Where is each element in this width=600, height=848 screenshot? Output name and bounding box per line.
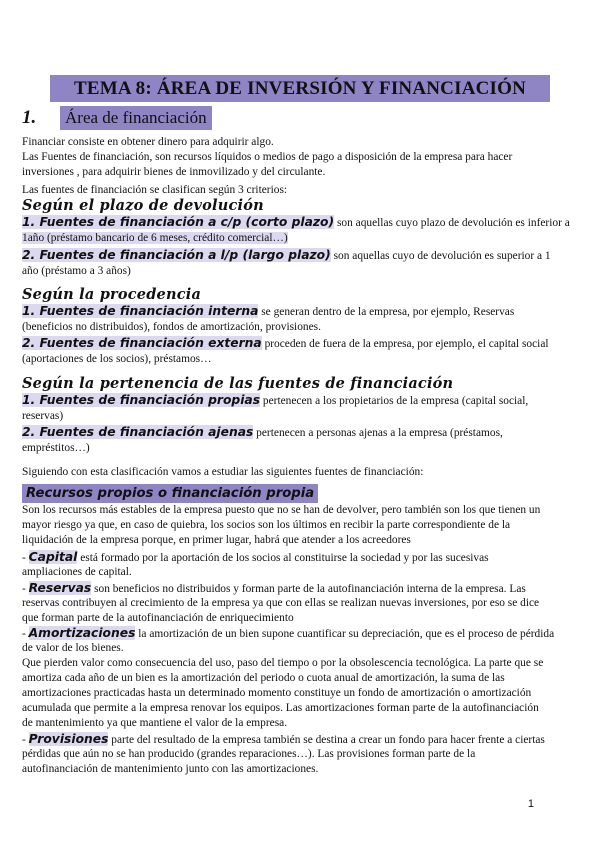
- plazo-item-1-cont: [22, 231, 578, 246]
- plazo-item-1-term: 1. Fuentes de financiación a c/p (corto plazo): [22, 215, 335, 229]
- provisiones-item: [22, 732, 578, 748]
- bullet-dash: -: [22, 628, 29, 640]
- provisiones-term: Provisiones: [28, 732, 109, 746]
- recursos-para: Son los recursos más estables de la empresa puesto que no se han de devolver, pero también son los que tienen un: [22, 504, 541, 516]
- amortizaciones-cont: amortiza cada año de un bien es la amortización del periodo o cuota anual de amortización, la suma de las: [22, 672, 505, 684]
- criterion-heading-procedencia: Según la procedencia: [22, 286, 202, 303]
- provisiones-cont: pérdidas que aún no se han producido (grandes reparaciones…). Las provisiones forman parte de la: [22, 748, 476, 760]
- plazo-item-2: [22, 248, 578, 264]
- procedencia-item-1: [22, 304, 578, 320]
- intro-line: inversiones , para adquirir bienes de inmovilizado y del circulante.: [22, 166, 326, 178]
- section-number: 1.: [22, 107, 37, 128]
- amortizaciones-term: Amortizaciones: [28, 626, 136, 640]
- section-heading: [22, 106, 212, 130]
- intro-line: Las fuentes de financiación se clasifican según 3 criterios:: [22, 184, 288, 196]
- reservas-item: [22, 581, 578, 597]
- pertenencia-item-1-cont: reservas): [22, 410, 64, 422]
- pertenencia-item-1-text: pertenecen a los propietarios de la empresa (capital social,: [260, 395, 529, 407]
- procedencia-item-1-text: se generan dentro de la empresa, por ejemplo, Reservas: [258, 306, 515, 318]
- bullet-dash: -: [22, 734, 29, 746]
- plazo-item-1-text: son aquellas cuyo plazo de devolución es inferior a: [334, 217, 570, 229]
- capital-item: [22, 550, 578, 566]
- pertenencia-item-2-term: 2. Fuentes de financiación ajenas: [22, 425, 254, 439]
- pertenencia-item-2: [22, 425, 578, 441]
- intro-line: Financiar consiste en obtener dinero para adquirir algo.: [22, 136, 274, 148]
- page-number: 1: [527, 798, 534, 810]
- recursos-para: liquidación de la empresa porque, en primer lugar, habrá que atender a los acreedores: [22, 534, 411, 546]
- plazo-item-1-text2: 1año (préstamo bancario de 6 meses, crédito comercial…): [22, 232, 288, 244]
- plazo-item-2-cont: año (préstamo a 3 años): [22, 265, 131, 277]
- amortizaciones-cont: amortizaciones practicadas hasta un determinado momento constituye un fondo de amortización o amortización: [22, 687, 532, 699]
- pertenencia-item-1-term: 1. Fuentes de financiación propias: [22, 393, 261, 407]
- amortizaciones-cont: de mantenimiento ya que mantiene el valor de la empresa.: [22, 717, 288, 729]
- amortizaciones-cont: acumulada que permite a la empresa renovar los equipos. Las amortizaciones forman parte de la autofinanciación: [22, 702, 539, 714]
- procedencia-item-2: [22, 336, 578, 352]
- amortizaciones-text: la amortización de un bien supone cuantificar su depreciación, que es el proceso de pérdida: [135, 628, 555, 640]
- procedencia-item-1-term: 1. Fuentes de financiación interna: [22, 304, 259, 318]
- amortizaciones-cont: Que pierden valor como consecuencia del uso, paso del tiempo o por la obsolescencia tecnológica. La parte que se: [22, 657, 544, 669]
- capital-term: Capital: [28, 550, 78, 564]
- pertenencia-item-2-cont: empréstitos…): [22, 442, 90, 454]
- criterion-heading-pertenencia: Según la pertenencia de las fuentes de financiación: [22, 375, 454, 392]
- transition-text: Siguiendo con esta clasificación vamos a estudiar las siguientes fuentes de financiación:: [22, 466, 424, 478]
- provisiones-cont: autofinanciación de mantenimiento junto con las amortizaciones.: [22, 763, 319, 775]
- page-title: TEMA 8: ÁREA DE INVERSIÓN Y FINANCIACIÓN: [50, 75, 550, 102]
- reservas-cont: reservas contribuyen al crecimiento de la empresa ya que con ellas se realizan nuevas inversiones, por eso se dice: [22, 597, 540, 609]
- reservas-term: Reservas: [28, 581, 92, 595]
- criterion-heading-plazo: Según el plazo de devolución: [22, 197, 264, 214]
- plazo-item-2-term: 2. Fuentes de financiación a l/p (largo plazo): [22, 248, 331, 262]
- plazo-item-1: [22, 215, 578, 231]
- amortizaciones-item: [22, 626, 578, 642]
- section-label: Área de financiación: [60, 106, 212, 130]
- capital-text: está formado por la aportación de los socios al constituirse la sociedad y por las sucesivas: [77, 552, 489, 564]
- procedencia-item-1-cont: (beneficios no distribuidos), fondos de amortización, provisiones.: [22, 321, 321, 333]
- provisiones-text: parte del resultado de la empresa también se destina a crear un fondo para hacer frente a ciertas: [108, 734, 545, 746]
- reservas-cont: que forman parte de la autofinanciación de enriquecimiento: [22, 612, 294, 624]
- intro-line: Las Fuentes de financiación, son recursos líquidos o medios de pago a disposición de la empresa para hacer: [22, 151, 513, 163]
- plazo-item-2-text: son aquellas cuyo de devolución es superior a 1: [330, 250, 551, 262]
- procedencia-item-2-term: 2. Fuentes de financiación externa: [22, 336, 262, 350]
- subsection-heading: Recursos propios o financiación propia: [22, 484, 318, 503]
- recursos-para: mayor riesgo ya que, en caso de quiebra, los socios son los últimos en recibir la parte correspondiente de la: [22, 519, 511, 531]
- bullet-dash: -: [22, 583, 29, 595]
- procedencia-item-2-cont: (aportaciones de los socios), préstamos…: [22, 353, 212, 365]
- reservas-text: son beneficios no distribuidos y forman parte de la autofinanciación interna de la empresa. Las: [91, 583, 526, 595]
- capital-cont: ampliaciones de capital.: [22, 566, 132, 578]
- procedencia-item-2-text: proceden de fuera de la empresa, por ejemplo, el capital social: [261, 338, 549, 350]
- bullet-dash: -: [22, 552, 29, 564]
- amortizaciones-cont: de valor de los bienes.: [22, 642, 124, 654]
- pertenencia-item-1: [22, 393, 578, 409]
- pertenencia-item-2-text: pertenecen a personas ajenas a la empresa (préstamos,: [253, 427, 503, 439]
